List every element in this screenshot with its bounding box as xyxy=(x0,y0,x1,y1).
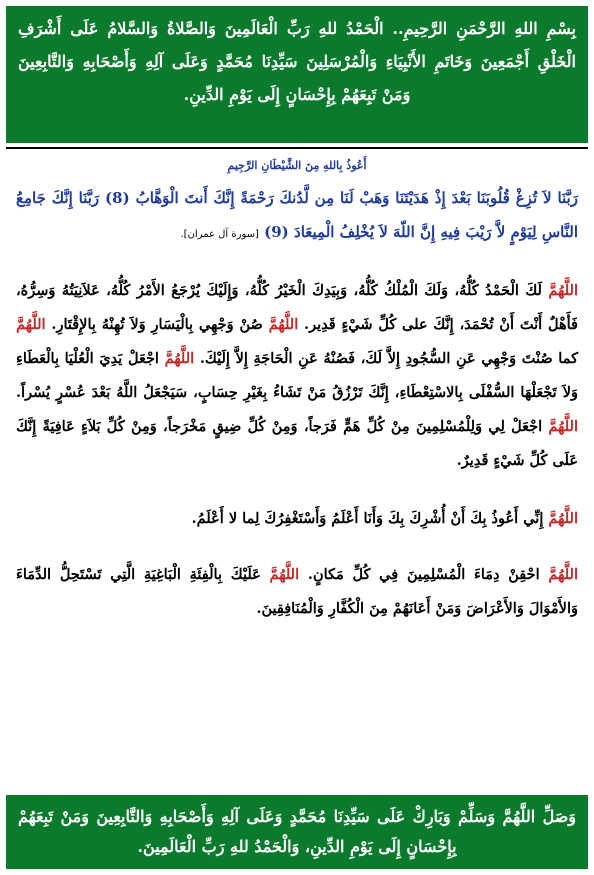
ayah-number-9: (9) xyxy=(264,223,289,241)
quran-verses xyxy=(6,181,588,252)
dua-text: صُنْ وَجْهِي بِالْيَسَارِ وَلاَ تُهِنْهُ بِالإِقْتَارِ. xyxy=(45,316,269,333)
surah-reference: [سورة آل عمران]. xyxy=(180,229,259,240)
allahumma-highlight: اللَّهُمَّ xyxy=(16,316,46,333)
header-banner xyxy=(6,6,588,143)
allahumma-highlight: اللَّهُمَّ xyxy=(164,350,195,367)
ayah-8: رَبَّنَا لاَ تُزِغْ قُلُوبَنَا بَعْدَ إِذْ هَدَيْتَنَا وَهَبْ لَنَا مِن لَّدُنكَ رَحْمَةً إِنَّكَ أَنتَ الْوَهَّابُ xyxy=(135,189,578,207)
dua-paragraph-3 xyxy=(6,558,588,626)
footer-banner xyxy=(6,795,588,869)
dua-text: اجْعَلْ لِي وَلِلْمُسْلِمِينَ مِنْ كُلِّ هَمٍّ فَرَجاً، وَمِنْ كُلِّ ضِيقٍ مَخْرَجاً، وَمِنْ كُلِّ بَلاَءٍ عَافِيَةً إِنَّكَ عَلَى كُلِّ شَيْءٍ قَدِيرٌ. xyxy=(16,418,578,469)
ayah-number-8: (8) xyxy=(105,189,130,207)
allahumma-highlight: اللَّهُمَّ xyxy=(548,282,578,299)
allahumma-highlight: اللَّهُمَّ xyxy=(548,566,578,583)
dua-text: إِنِّي أَعُوذُ بِكَ أَنْ أُشْرِكَ بِكَ وَأَنَا أَعْلَمُ وَأَسْتَغْفِرُكَ لِما لا أَعْلَمُ. xyxy=(191,510,549,527)
document-page xyxy=(0,6,594,875)
dua-text: اجْعَلْ يَدِيَ الْعُلْيَا بِالْعَطَاءِ وَلاَ تَجْعَلْهَا السُّفْلَى بِالاسْتِعْطَاءِ، إِنَّكَ تَرْزُقُ مَنْ تَشَاءُ بِغَيْرِ حِسَابٍ، سَيَجْعَلُ اللَّهُ بَعْدَ عُسْرٍ يُسْراً. xyxy=(16,350,578,401)
dua-text: عَلَيْكَ بِالْفِئَةِ الْبَاغِيَةِ الَّتِي تَسْتَحِلُّ الدِّمَاءَ وَالأَمْوَالَ وَالأَعْرَاضَ وَمَنْ أَعَانَهُمْ مِنَ الْكُفَّارِ وَالْمُنَافِقِينَ. xyxy=(16,566,578,617)
dua-paragraph-2 xyxy=(6,502,588,536)
allahumma-highlight: اللَّهُمَّ xyxy=(269,566,300,583)
dua-paragraph-1 xyxy=(6,274,588,478)
dua-text: احْقِنْ دِمَاءَ الْمُسْلِمِينَ فِي كُلِّ مَكانٍ. xyxy=(299,566,549,583)
divider-line xyxy=(6,147,588,149)
allahumma-highlight: اللَّهُمَّ xyxy=(548,418,578,435)
allahumma-highlight: اللَّهُمَّ xyxy=(268,316,299,333)
dua-text: لَكَ الْحَمْدُ كُلُّهُ، وَلَكَ الْمُلْكُ كُلُّهُ، وَبِيَدِكَ الْخَيْرُ كُلُّهُ، وَإِلَيْكَ يُرْجَعُ الأَمْرُ كُلُّهُ، عَلاَنِيَتُهُ وَسِرُّهُ، فَأَهْلٌ أَنْتَ أَنْ تُحْمَدَ، إِنَّكَ على كُلِّ شَيْءٍ قَدِير. xyxy=(16,282,578,333)
dua-text: كما صُنْتَ وَجْهِي عَنِ السُّجُودِ إِلاَّ لَكَ، فَصُنْهُ عَنِ الْحَاجَةِ إِلاَّ إِلَيْكَ. xyxy=(194,350,578,367)
footer-text: وَصَلِّ اللَّهُمَّ وَسَلِّمْ وَبَارِكْ عَلَى سَيِّدِنَا مُحَمَّدٍ وَعَلَى آلِهِ وَأَصْحَابِهِ وَالتَّابِعِينَ وَمَنْ تَبِعَهُمْ بِإِحْسَانٍ إِلَى يَوْمِ الدِّينِ، وَالْحَمْدُ للهِ رَبِّ الْعَالَمِينَ. xyxy=(18,807,576,856)
allahumma-highlight: اللَّهُمَّ xyxy=(548,510,578,527)
header-text: بِسْمِ اللهِ الرَّحْمَنِ الرَّحِيمِ.. الْحَمْدُ للهِ رَبِّ الْعَالَمِينَ وَالصَّلاةُ وَالسَّلامُ عَلَى أَشْرَفِ الْخَلْقِ أَجْمَعِينَ وَخَاتَمِ الأَنْبِيَاءِ وَالْمُرْسَلِينَ سَيِّدِنَا مُحَمَّدٍ وَعَلَى آلِهِ وَأَصْحَابِهِ وَالتَّابِعِينَ وَمَنْ تَبِعَهُمْ بِإِحْسَانٍ إِلَى يَوْمِ الدِّينِ. xyxy=(18,19,576,104)
ayah-9: رَبَّنَا إِنَّكَ جَامِعُ النَّاسِ لِيَوْمٍ لاَّ رَيْبَ فِيهِ إِنَّ اللّهَ لاَ يُخْلِفُ الْمِيعَادَ xyxy=(16,189,578,241)
istiadha-line: أَعُوذُ بِاللهِ مِنَ الشَّيْطَانِ الرَّجِيمِ xyxy=(227,159,367,172)
